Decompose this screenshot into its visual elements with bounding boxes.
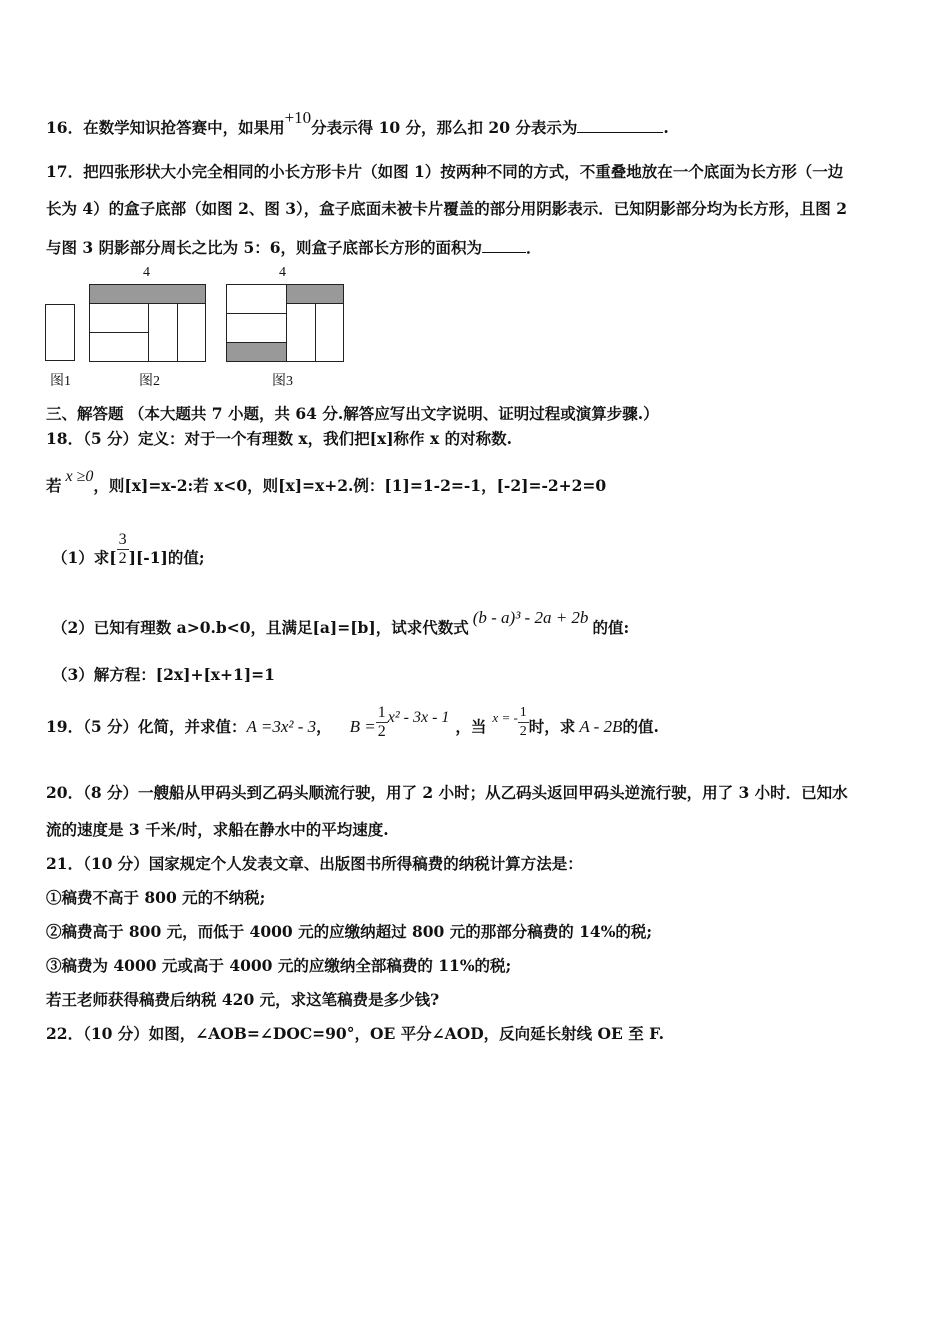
q16-text-b: 分表示得 10 分，那么扣 20 分表示为	[311, 118, 578, 137]
q16-end: .	[663, 118, 669, 137]
fig3-shaded-bottom	[226, 342, 287, 362]
q17-answer-blank	[482, 236, 526, 253]
q17-line2: 长为 4）的盒子底部（如图 2、图 3），盒子底面未被卡片覆盖的部分用阴影表示．已知阴影部分均为长方形，且图 2	[46, 199, 847, 218]
q18-line2	[46, 468, 607, 497]
q19-line	[46, 705, 659, 749]
q17-line3	[46, 236, 542, 258]
q19-B-den: 2	[377, 722, 386, 740]
q19-x-prefix: x = -	[492, 710, 518, 725]
q19-when: ，当	[455, 717, 487, 736]
section3-heading: 三、解答题 （本大题共 7 小题，共 64 分.解答应写出文字说明、证明过程或演算步骤.）	[46, 404, 659, 423]
q18-p2-expression: (b - a)³ - 2a + 2b	[472, 608, 589, 627]
q17-line1: 17．把四张形状大小完全相同的小长方形卡片（如图 1）按两种不同的方式，不重叠地放在一个底面为长方形（一边	[46, 162, 844, 181]
q19-target-expr: A - 2B	[579, 717, 623, 736]
q19-expr-B-prefix: B =	[349, 717, 376, 736]
q18-p1-den: 2	[118, 549, 127, 567]
fig2-divider-h	[89, 332, 149, 333]
fig1-card	[45, 304, 75, 361]
q21-rule1: ①稿费不高于 800 元的不纳税;	[46, 888, 266, 907]
q16-answer-blank	[577, 116, 663, 133]
fig1-label: 图1	[50, 374, 71, 389]
q18-p2-text-a: （2）已知有理数 a>0.b<0，且满足[a]=[b]，试求代数式	[52, 618, 469, 637]
q19-text-a: 19．（5 分）化简，并求值：	[46, 717, 247, 736]
q20-line2: 流的速度是 3 千米/时，求船在静水中的平均速度.	[46, 820, 389, 839]
q19-shi: 时，求	[528, 717, 576, 736]
q19-comma: ，	[316, 717, 332, 736]
q17-line3-text: 与图 3 阴影部分周长之比为 5：6，则盒子底部长方形的面积为	[46, 238, 483, 257]
fig3-label: 图3	[272, 374, 293, 389]
fig3-top-label: 4	[279, 265, 286, 280]
q19-x-den: 2	[519, 723, 527, 739]
q17-end: ．	[526, 238, 542, 257]
q18-condition: x ≥0	[65, 468, 94, 485]
q18-line1: 18．（5 分）定义：对于一个有理数 x，我们把[x]称作 x 的对称数.	[46, 429, 512, 448]
q16-math: +10	[284, 108, 312, 127]
fig3-shaded-top	[286, 284, 344, 304]
q19-x-fraction	[518, 704, 529, 741]
q21-rule2: ②稿费高于 800 元，而低于 4000 元的应缴纳超过 800 元的那部分稿费的 14%的税;	[46, 922, 653, 941]
fig2-shaded-region	[89, 284, 206, 304]
q18-p1-text-b: ][-1]的值;	[128, 548, 205, 567]
q18-p1-fraction	[117, 531, 129, 568]
q19-B-num: 1	[377, 703, 386, 721]
fig3-divider-v1	[286, 284, 287, 362]
q21-question: 若王老师获得稿费后纳税 420 元，求这笔稿费是多少钱?	[46, 990, 440, 1009]
q19-expr-A: A =3x² - 3	[246, 717, 317, 736]
fig3-divider-h	[226, 313, 287, 314]
fig2-top-label: 4	[143, 265, 150, 280]
q18-part3: （3）解方程：[2x]+[x+1]=1	[52, 665, 275, 684]
q18-part2	[52, 608, 630, 638]
q19-x-num: 1	[518, 704, 529, 723]
fig2-label: 图2	[139, 374, 160, 389]
q22-line1: 22．（10 分）如图，∠AOB=∠DOC=90°，OE 平分∠AOD，反向延长射线 OE 至 F.	[46, 1024, 664, 1043]
q20-line1: 20．（8 分）一艘船从甲码头到乙码头顺流行驶，用了 2 小时；从乙码头返回甲码头逆流行驶，用了 3 小时．已知水	[46, 783, 848, 802]
q19-expr-B-rest: x² - 3x - 1	[387, 709, 450, 726]
q19-B-fraction	[376, 704, 388, 741]
q19-end: 的值.	[622, 717, 659, 736]
q21-rule3: ③稿费为 4000 元或高于 4000 元的应缴纳全部稿费的 11%的税;	[46, 956, 512, 975]
fig2-divider-v2	[177, 304, 178, 362]
q18-part1	[52, 530, 205, 576]
q16-text-a: 16．在数学知识抢答赛中，如果用	[46, 118, 285, 137]
q18-p2-text-b: 的值:	[592, 618, 630, 637]
q18-p1-text-a: （1）求[	[52, 548, 117, 567]
q18-p1-num: 3	[118, 530, 127, 548]
q16-line	[46, 108, 669, 138]
q18-line2-rest: ，则[x]=x-2:若 x<0，则[x]=x+2.例：[1]=1-2=-1，[-2]=-2+2=0	[93, 476, 607, 495]
q18-ruo: 若	[46, 476, 62, 495]
q21-line1: 21．（10 分）国家规定个人发表文章、出版图书所得稿费的纳税计算方法是：	[46, 854, 583, 873]
fig3-divider-v2	[315, 304, 316, 362]
